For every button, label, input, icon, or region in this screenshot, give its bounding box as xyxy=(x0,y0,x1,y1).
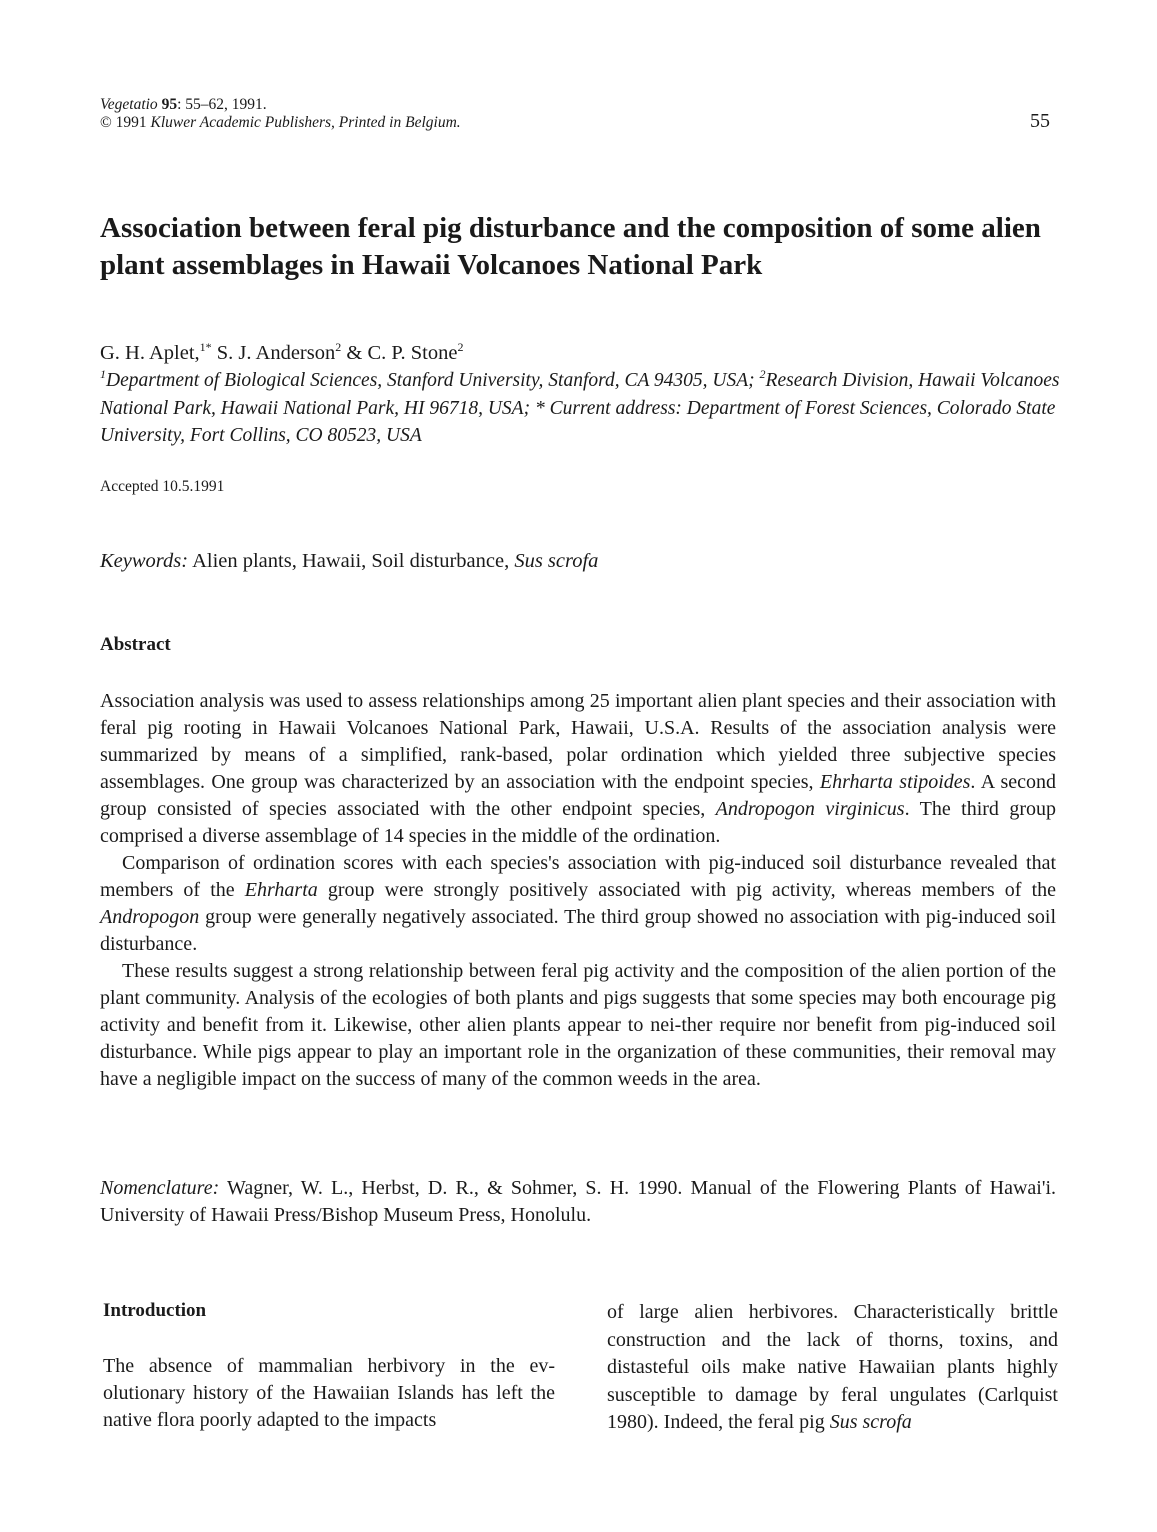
author-3: & C. P. Stone xyxy=(341,342,458,364)
abstract-text: group were generally negatively associated. The third group showed no association with pig-induced soil disturbance. xyxy=(100,906,1056,955)
author-2-marker: 2 xyxy=(335,340,342,354)
author-list xyxy=(100,340,463,366)
journal-line-2 xyxy=(100,114,461,132)
abstract-body xyxy=(100,688,1056,1093)
author-1: G. H. Aplet, xyxy=(100,342,200,364)
keywords-text: Alien plants, Hawaii, Soil disturbance, xyxy=(188,550,515,572)
abstract-heading: Abstract xyxy=(100,634,171,655)
abstract-text: Association analysis was used to assess relationships among 25 important alien plant species and their association with feral pig rooting in Hawaii Volcanoes National Park, Hawaii, U.S.A. Results of the association analysis were summarized by means of a simplified, rank-based, polar ordination which yielded three subjective species assemblages. One group was characterized by an association with the endpoint species, xyxy=(100,690,1056,793)
abstract-text: . A second group consisted of species associated with the other endpoint species, xyxy=(100,771,1056,820)
journal-volume: 95 xyxy=(161,96,178,113)
accepted-date: Accepted 10.5.1991 xyxy=(100,478,225,495)
keywords-label: Keywords: xyxy=(100,550,189,572)
keywords-species: Sus scrofa xyxy=(514,550,599,572)
affiliation-2: Research Division, Hawaii Volcanoes National Park, Hawaii National Park, HI 96718, USA; * Current address: Department of Forest Sciences, Colorado State University, Fort Collins, CO 80523, USA xyxy=(100,370,1060,446)
species-name: Sus scrofa xyxy=(829,1411,912,1433)
author-1-marker: 1* xyxy=(199,340,212,354)
affiliation-1: Department of Biological Sciences, Stanford University, Stanford, CA 94305, USA; xyxy=(106,370,760,391)
species-name: Andropogon virginicus xyxy=(715,798,905,820)
species-name: Andropogon xyxy=(100,906,200,928)
introduction-column-2 xyxy=(607,1299,1058,1437)
publisher: Kluwer Academic Publishers, Printed in Belgium. xyxy=(150,114,461,131)
affiliation-2-marker: 2 xyxy=(759,367,766,381)
nomenclature-text: Wagner, W. L., Herbst, D. R., & Sohmer, S. H. 1990. Manual of the Flowering Plants of Hawai'i. University of Hawaii Press/Bishop Museum Press, Honolulu. xyxy=(100,1177,1056,1226)
author-2: S. J. Anderson xyxy=(211,342,336,364)
affiliation-1-marker: 1 xyxy=(100,367,106,381)
abstract-text: . The third group comprised a diverse assemblage of 14 species in the middle of the ordination. xyxy=(100,798,1056,847)
nomenclature xyxy=(100,1175,1056,1229)
keywords xyxy=(100,550,598,573)
abstract-text: Comparison of ordination scores with each species's association with pig-induced soil disturbance revealed that members of the xyxy=(100,852,1056,901)
affiliations xyxy=(100,367,1060,450)
introduction-heading: Introduction xyxy=(103,1300,207,1321)
abstract-paragraph-1 xyxy=(100,688,1056,850)
species-name: Ehrharta xyxy=(244,879,318,901)
abstract-paragraph-3: These results suggest a strong relationship between feral pig activity and the composition of the alien portion of the plant community. Analysis of the ecologies of both plants and pigs suggests that some species may both encourage pig activity and benefit from it. Likewise, other alien plants appear to nei-ther require nor benefit from pig-induced soil disturbance. While pigs appear to play an important role in the organization of these communities, their removal may have a negligible impact on the success of many of the common weeds in the area. xyxy=(100,960,1056,1090)
journal-name: Vegetatio xyxy=(100,96,158,113)
page-number: 55 xyxy=(1030,110,1050,132)
author-3-marker: 2 xyxy=(457,340,464,354)
journal-line-1 xyxy=(100,96,461,114)
nomenclature-label: Nomenclature: xyxy=(100,1177,220,1199)
paper-title: Association between feral pig disturbance and the composition of some alien plant assemblages in Hawaii Volcanoes National Park xyxy=(100,212,1041,281)
abstract-paragraph-2 xyxy=(100,850,1056,958)
introduction-column-1: The absence of mammalian herbivory in the ev-olutionary history of the Hawaiian Islands has left the native flora poorly adapted to the impacts xyxy=(103,1355,555,1431)
species-name: Ehrharta stipoides xyxy=(819,771,971,793)
journal-citation xyxy=(100,96,461,132)
introduction-text: of large alien herbivores. Characteristically brittle construction and the lack of thorns, toxins, and distasteful oils make native Hawaiian plants highly susceptible to damage by feral ungulates (Carlquist 1980). Indeed, the feral pig xyxy=(607,1301,1058,1433)
abstract-text: group were strongly positively associated with pig activity, whereas members of the xyxy=(317,879,1057,901)
copyright: © 1991 xyxy=(100,114,147,131)
journal-pages: : 55–62, 1991. xyxy=(177,96,267,113)
